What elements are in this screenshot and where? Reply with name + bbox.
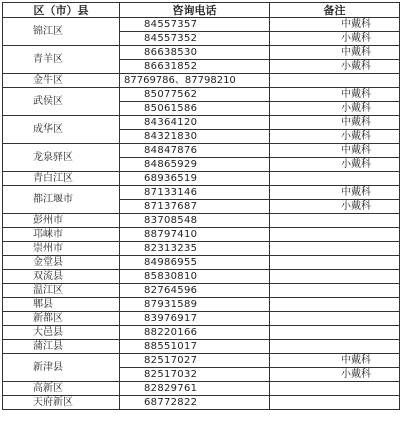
note-cell: 中戴科 <box>270 354 400 368</box>
phone-cell: 84865929 <box>120 158 270 172</box>
note-cell: 中戴科 <box>270 18 400 32</box>
note-cell: 中戴科 <box>270 116 400 130</box>
table-row <box>3 326 400 340</box>
table-body <box>3 18 400 410</box>
note-cell <box>270 284 400 298</box>
table-row <box>3 74 400 88</box>
phone-cell: 82313235 <box>120 242 270 256</box>
table-row <box>3 88 400 102</box>
table-row <box>3 284 400 298</box>
district-cell: 青羊区 <box>3 46 120 74</box>
phone-cell: 85077562 <box>120 88 270 102</box>
note-cell: 中戴科 <box>270 186 400 200</box>
district-cell: 崇州市 <box>3 242 120 256</box>
district-cell: 金牛区 <box>3 74 120 88</box>
phone-cell: 88551017 <box>120 340 270 354</box>
district-cell: 大邑县 <box>3 326 120 340</box>
district-cell: 蒲江县 <box>3 340 120 354</box>
phone-cell: 82517032 <box>120 368 270 382</box>
table-row <box>3 340 400 354</box>
table-row <box>3 396 400 410</box>
phone-cell: 84321830 <box>120 130 270 144</box>
note-cell: 小戴科 <box>270 130 400 144</box>
phone-cell: 84986955 <box>120 256 270 270</box>
table-row <box>3 144 400 158</box>
header-district: 区（市）县 <box>3 3 120 18</box>
note-cell <box>270 242 400 256</box>
header-note: 备注 <box>270 3 400 18</box>
note-cell <box>270 214 400 228</box>
table-header-row <box>3 3 400 18</box>
phone-cell: 87133146 <box>120 186 270 200</box>
district-cell: 高新区 <box>3 382 120 396</box>
phone-cell: 84557352 <box>120 32 270 46</box>
phone-cell: 82829761 <box>120 382 270 396</box>
note-cell: 中戴科 <box>270 88 400 102</box>
note-cell <box>270 340 400 354</box>
phone-cell: 68936519 <box>120 172 270 186</box>
table-row <box>3 242 400 256</box>
phone-cell: 86638530 <box>120 46 270 60</box>
district-cell: 都江堰市 <box>3 186 120 214</box>
phone-cell: 88797410 <box>120 228 270 242</box>
phone-cell: 84847876 <box>120 144 270 158</box>
note-cell: 中戴科 <box>270 46 400 60</box>
table-row <box>3 18 400 32</box>
note-cell: 小戴科 <box>270 60 400 74</box>
table-row <box>3 354 400 368</box>
phone-cell: 87137687 <box>120 200 270 214</box>
note-cell <box>270 270 400 284</box>
table-row <box>3 256 400 270</box>
phone-cell: 84364120 <box>120 116 270 130</box>
note-cell <box>270 172 400 186</box>
header-phone: 咨询电话 <box>120 3 270 18</box>
table-row <box>3 312 400 326</box>
district-cell: 天府新区 <box>3 396 120 410</box>
note-cell: 小戴科 <box>270 32 400 46</box>
phone-cell: 86631852 <box>120 60 270 74</box>
note-cell: 小戴科 <box>270 368 400 382</box>
note-cell <box>270 256 400 270</box>
phone-cell: 83708548 <box>120 214 270 228</box>
consult-phone-table <box>2 2 400 410</box>
table-row <box>3 270 400 284</box>
district-cell: 龙泉驿区 <box>3 144 120 172</box>
table-row <box>3 116 400 130</box>
note-cell: 小戴科 <box>270 102 400 116</box>
phone-cell: 82764596 <box>120 284 270 298</box>
table-row <box>3 214 400 228</box>
district-cell: 彭州市 <box>3 214 120 228</box>
phone-cell: 68772822 <box>120 396 270 410</box>
district-cell: 郫县 <box>3 298 120 312</box>
note-cell <box>270 74 400 88</box>
district-cell: 新津县 <box>3 354 120 382</box>
district-cell: 锦江区 <box>3 18 120 46</box>
phone-cell: 88220166 <box>120 326 270 340</box>
district-cell: 邛崃市 <box>3 228 120 242</box>
phone-cell: 87931589 <box>120 298 270 312</box>
table-row <box>3 46 400 60</box>
note-cell: 中戴科 <box>270 144 400 158</box>
phone-cell: 83976917 <box>120 312 270 326</box>
table-row <box>3 228 400 242</box>
district-cell: 武侯区 <box>3 88 120 116</box>
note-cell: 小戴科 <box>270 158 400 172</box>
phone-cell: 85830810 <box>120 270 270 284</box>
note-cell <box>270 396 400 410</box>
district-cell: 温江区 <box>3 284 120 298</box>
note-cell <box>270 312 400 326</box>
table-row <box>3 172 400 186</box>
note-cell: 小戴科 <box>270 200 400 214</box>
note-cell <box>270 326 400 340</box>
district-cell: 新都区 <box>3 312 120 326</box>
district-cell: 金堂县 <box>3 256 120 270</box>
phone-cell: 87769786、87798210 <box>120 74 270 88</box>
table-row <box>3 186 400 200</box>
note-cell <box>270 228 400 242</box>
phone-cell: 82517027 <box>120 354 270 368</box>
phone-cell: 85061586 <box>120 102 270 116</box>
phone-cell: 84557357 <box>120 18 270 32</box>
district-cell: 成华区 <box>3 116 120 144</box>
note-cell <box>270 382 400 396</box>
district-cell: 双流县 <box>3 270 120 284</box>
district-cell: 青白江区 <box>3 172 120 186</box>
table-row <box>3 382 400 396</box>
table-row <box>3 298 400 312</box>
note-cell <box>270 298 400 312</box>
